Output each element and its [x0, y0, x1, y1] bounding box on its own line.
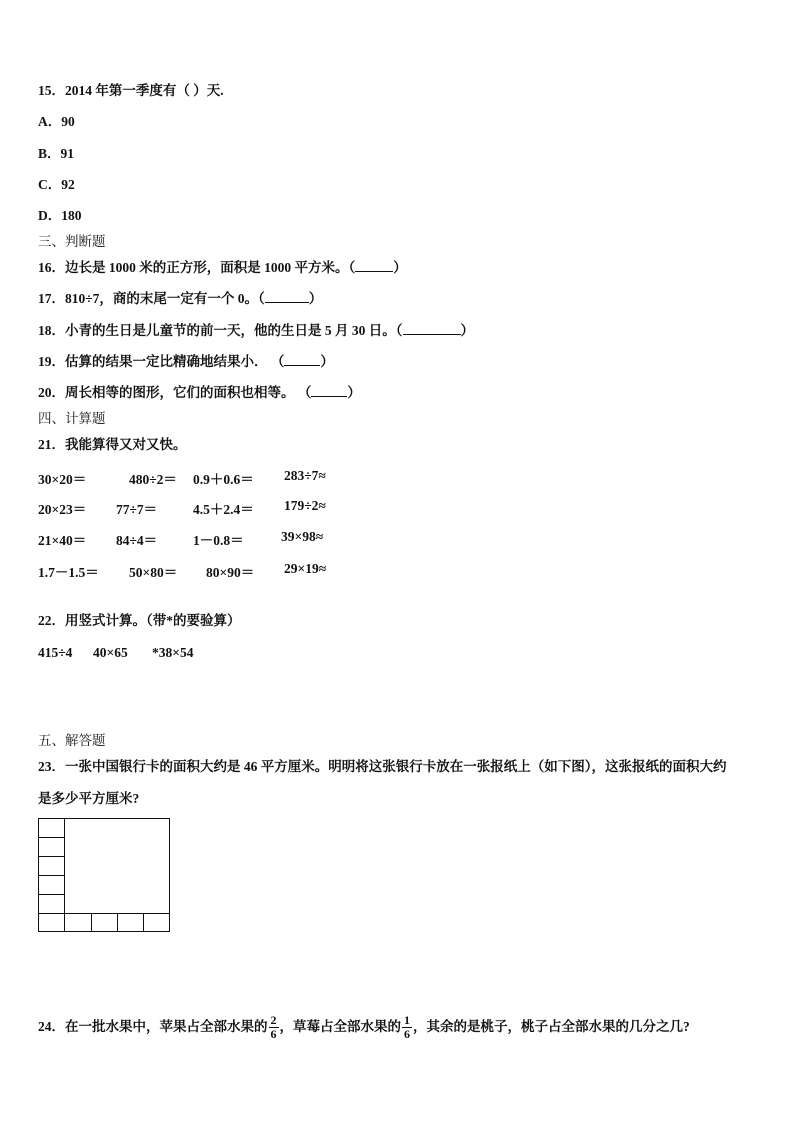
calc-item: 4.5＋2.4＝	[193, 502, 254, 517]
fraction-apple	[269, 1014, 279, 1041]
question-18	[38, 322, 474, 340]
section-5-title: 五、解答题	[38, 733, 106, 748]
question-23-line1: 23．一张中国银行卡的面积大约是 46 平方厘米。明明将这张银行卡放在一张报纸上（如下图），这张报纸的面积大约	[38, 759, 727, 774]
fraction-numerator: 2	[270, 1013, 277, 1028]
question-22-stem: 22．用竖式计算。（带*的要验算）	[38, 613, 241, 628]
calc-item: 179÷2≈	[284, 498, 326, 513]
fraction-numerator: 1	[404, 1013, 410, 1028]
answer-blank[interactable]	[311, 384, 347, 397]
answer-blank[interactable]	[265, 290, 309, 303]
fraction-denominator: 6	[404, 1027, 410, 1042]
question-16-text: 16．边长是 1000 米的正方形，面积是 1000 平方米。（	[38, 260, 356, 275]
newspaper-grid-figure	[38, 818, 172, 934]
question-24-part2: ，草莓占全部水果的	[279, 1019, 401, 1034]
calc-item: 30×20＝	[38, 472, 87, 487]
question-15-option-b: B．91	[38, 146, 75, 161]
calc-item: 283÷7≈	[284, 468, 326, 483]
question-24-part1: 24．在一批水果中，苹果占全部水果的	[38, 1019, 268, 1034]
question-23-line2: 是多少平方厘米?	[38, 791, 140, 806]
calc-item: 84÷4＝	[116, 533, 158, 548]
answer-blank[interactable]	[355, 259, 393, 272]
answer-blank[interactable]	[403, 322, 461, 335]
question-17-text: 17．810÷7，商的末尾一定有一个 0。（	[38, 291, 265, 306]
calc-item: 21×40＝	[38, 533, 87, 548]
fraction-denominator: 6	[270, 1027, 277, 1042]
calc-item: 480÷2＝	[129, 472, 177, 487]
calc-item: 50×80＝	[129, 565, 178, 580]
question-19	[38, 353, 334, 371]
section-4-title: 四、计算题	[38, 411, 106, 426]
fraction-strawberry	[402, 1014, 412, 1041]
question-15-option-d: D．180	[38, 208, 82, 223]
question-16-close: ）	[393, 260, 407, 275]
question-16	[38, 259, 407, 277]
question-15-stem: 15．2014 年第一季度有（ ）天.	[38, 83, 224, 98]
calc-item: 1.7－1.5＝	[38, 565, 99, 580]
question-21-stem: 21．我能算得又对又快。	[38, 437, 187, 452]
question-20-close: ）	[347, 385, 361, 400]
question-20-text: 20．周长相等的图形，它们的面积也相等。 （	[38, 385, 312, 400]
calc-item: 29×19≈	[284, 561, 327, 576]
question-20	[38, 384, 361, 402]
question-19-close: ）	[320, 354, 334, 369]
calc-item: 20×23＝	[38, 502, 87, 517]
section-3-title: 三、判断题	[38, 234, 106, 249]
question-18-text: 18．小青的生日是儿童节的前一天，他的生日是 5 月 30 日。（	[38, 323, 403, 338]
calc-item: 77÷7＝	[116, 502, 158, 517]
vertical-calc-item: 40×65	[93, 645, 128, 660]
vertical-calc-item: 415÷4	[38, 645, 73, 660]
question-24-part3: ，其余的是桃子，桃子占全部水果的几分之几?	[413, 1019, 690, 1034]
question-19-text: 19．估算的结果一定比精确地结果小． （	[38, 354, 285, 369]
question-15-option-a: A．90	[38, 114, 75, 129]
vertical-calc-item: *38×54	[152, 645, 194, 660]
calc-item: 80×90＝	[206, 565, 255, 580]
question-18-close: ）	[460, 323, 474, 338]
question-24	[38, 1012, 690, 1042]
question-17	[38, 290, 322, 308]
answer-blank[interactable]	[284, 353, 320, 366]
calc-item: 1－0.8＝	[193, 533, 244, 548]
question-15-option-c: C．92	[38, 177, 75, 192]
calc-item: 39×98≈	[281, 529, 324, 544]
question-17-close: ）	[308, 291, 323, 306]
calc-item: 0.9＋0.6＝	[193, 472, 254, 487]
